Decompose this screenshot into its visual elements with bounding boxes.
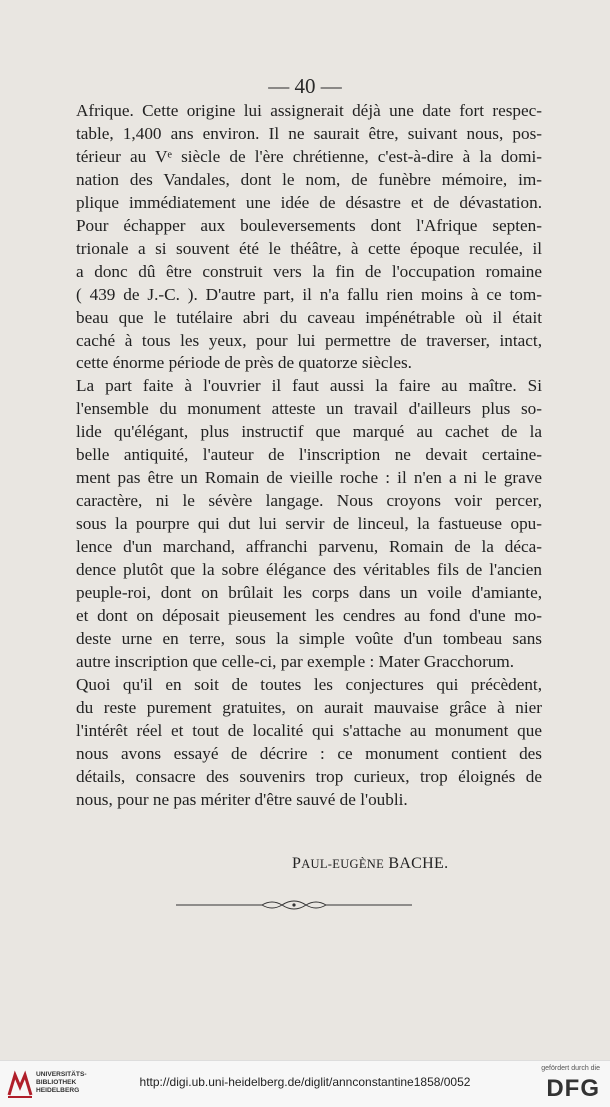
text-line: a donc dû être construit vers la fin de l'occupation romaine bbox=[76, 261, 542, 281]
text-line: du reste purement gratuites, on aurait mauvaise grâce à nier bbox=[76, 697, 542, 717]
text-line: peuple-roi, dont on brûlait les corps dans un voile d'amiante, bbox=[76, 583, 542, 603]
text-line: ment pas être un Romain de vieille roche : il n'en a ni le grave bbox=[76, 468, 542, 488]
text-line: lide qu'élégant, plus instructif que marqué au cachet de la bbox=[76, 422, 542, 442]
text-line: et dont on déposait pieusement les cendres au fond d'une mo- bbox=[76, 605, 542, 625]
text-line: plique immédiatement une idée de désastre et de dévastation. bbox=[76, 192, 542, 212]
text-line: cette énorme période de près de quatorze siècles. bbox=[76, 353, 412, 373]
digitization-footer bbox=[0, 1060, 610, 1107]
text-line: térieur au Vᵉ siècle de l'ère chrétienne, c'est-à-dire à la domi- bbox=[76, 146, 542, 166]
text-line: caché à tous les yeux, pour lui permettre de traverser, intact, bbox=[76, 330, 542, 350]
text-line: sous la pourpre qui dut lui servir de linceul, la fastueuse opu- bbox=[76, 514, 542, 534]
author-signature bbox=[292, 855, 448, 873]
page-number: — 40 — bbox=[268, 74, 342, 98]
text-line: nation des Vandales, dont le nom, de funèbre mémoire, im- bbox=[76, 169, 542, 189]
body-text bbox=[76, 100, 542, 812]
text-line: trionale a si souvent été le théâtre, à cette époque reculée, il bbox=[76, 238, 542, 258]
text-line: l'ensemble du monument atteste un travail d'ailleurs plus so- bbox=[76, 399, 542, 419]
source-url-link[interactable]: http://digi.ub.uni-heidelberg.de/diglit/annconstantine1858/0052 bbox=[139, 1075, 471, 1089]
text-line: autre inscription que celle-ci, par exemple : Mater Gracchorum. bbox=[76, 651, 515, 671]
text-line: détails, consacre des souvenirs trop curieux, trop éloignés de bbox=[76, 766, 542, 786]
text-line: caractère, ni le sévère langage. Nous croyons voir percer, bbox=[76, 491, 542, 511]
text-line: Afrique. Cette origine lui assignerait déjà une date fort respec- bbox=[76, 101, 542, 120]
text-line: lence d'un marchand, affranchi parvenu, Romain de la déca- bbox=[76, 537, 542, 557]
signature-initial: P bbox=[292, 855, 302, 872]
text-line: belle antiquité, l'auteur de l'inscription ne devait certaine- bbox=[76, 445, 542, 465]
text-line: beau que le tutélaire abri du caveau impénétrable où il était bbox=[76, 307, 542, 327]
text-line: nous avons essayé de décrire : ce monument contient des bbox=[76, 743, 542, 763]
text-line: deste urne en terre, sous la simple voûte d'un tombeau sans bbox=[76, 628, 542, 648]
text-line: ( 439 de J.-C. ). D'autre part, il n'a fallu rien moins à ce tom- bbox=[76, 284, 542, 304]
signature-small-caps: AUL-EUGÈNE bbox=[301, 857, 385, 871]
text-line: Pour échapper aux bouleversements dont l'Afrique septen- bbox=[76, 215, 542, 235]
ornament-divider-icon bbox=[176, 898, 412, 912]
text-line: table, 1,400 ans environ. Il ne saurait être, suivant nous, pos- bbox=[76, 123, 542, 143]
dfg-logo: DFG bbox=[546, 1075, 600, 1102]
signature-surname: BACHE. bbox=[388, 855, 449, 872]
text-line: nous, pour ne pas mériter d'être sauvé de l'oubli. bbox=[76, 789, 408, 809]
text-line: La part faite à l'ouvrier il faut aussi la faire au maître. Si bbox=[76, 376, 542, 396]
institution-name: UNIVERSITÄTS- BIBLIOTHEK HEIDELBERG bbox=[36, 1071, 87, 1094]
text-line: dence plutôt que la sobre élégance des véritables fils de l'ancien bbox=[76, 560, 542, 580]
text-line: l'intérêt réel et tout de localité qui s'attache au monument que bbox=[76, 720, 542, 740]
funder-note: gefördert durch die bbox=[541, 1065, 600, 1072]
text-line: Quoi qu'il en soit de toutes les conjectures qui précèdent, bbox=[76, 674, 542, 694]
